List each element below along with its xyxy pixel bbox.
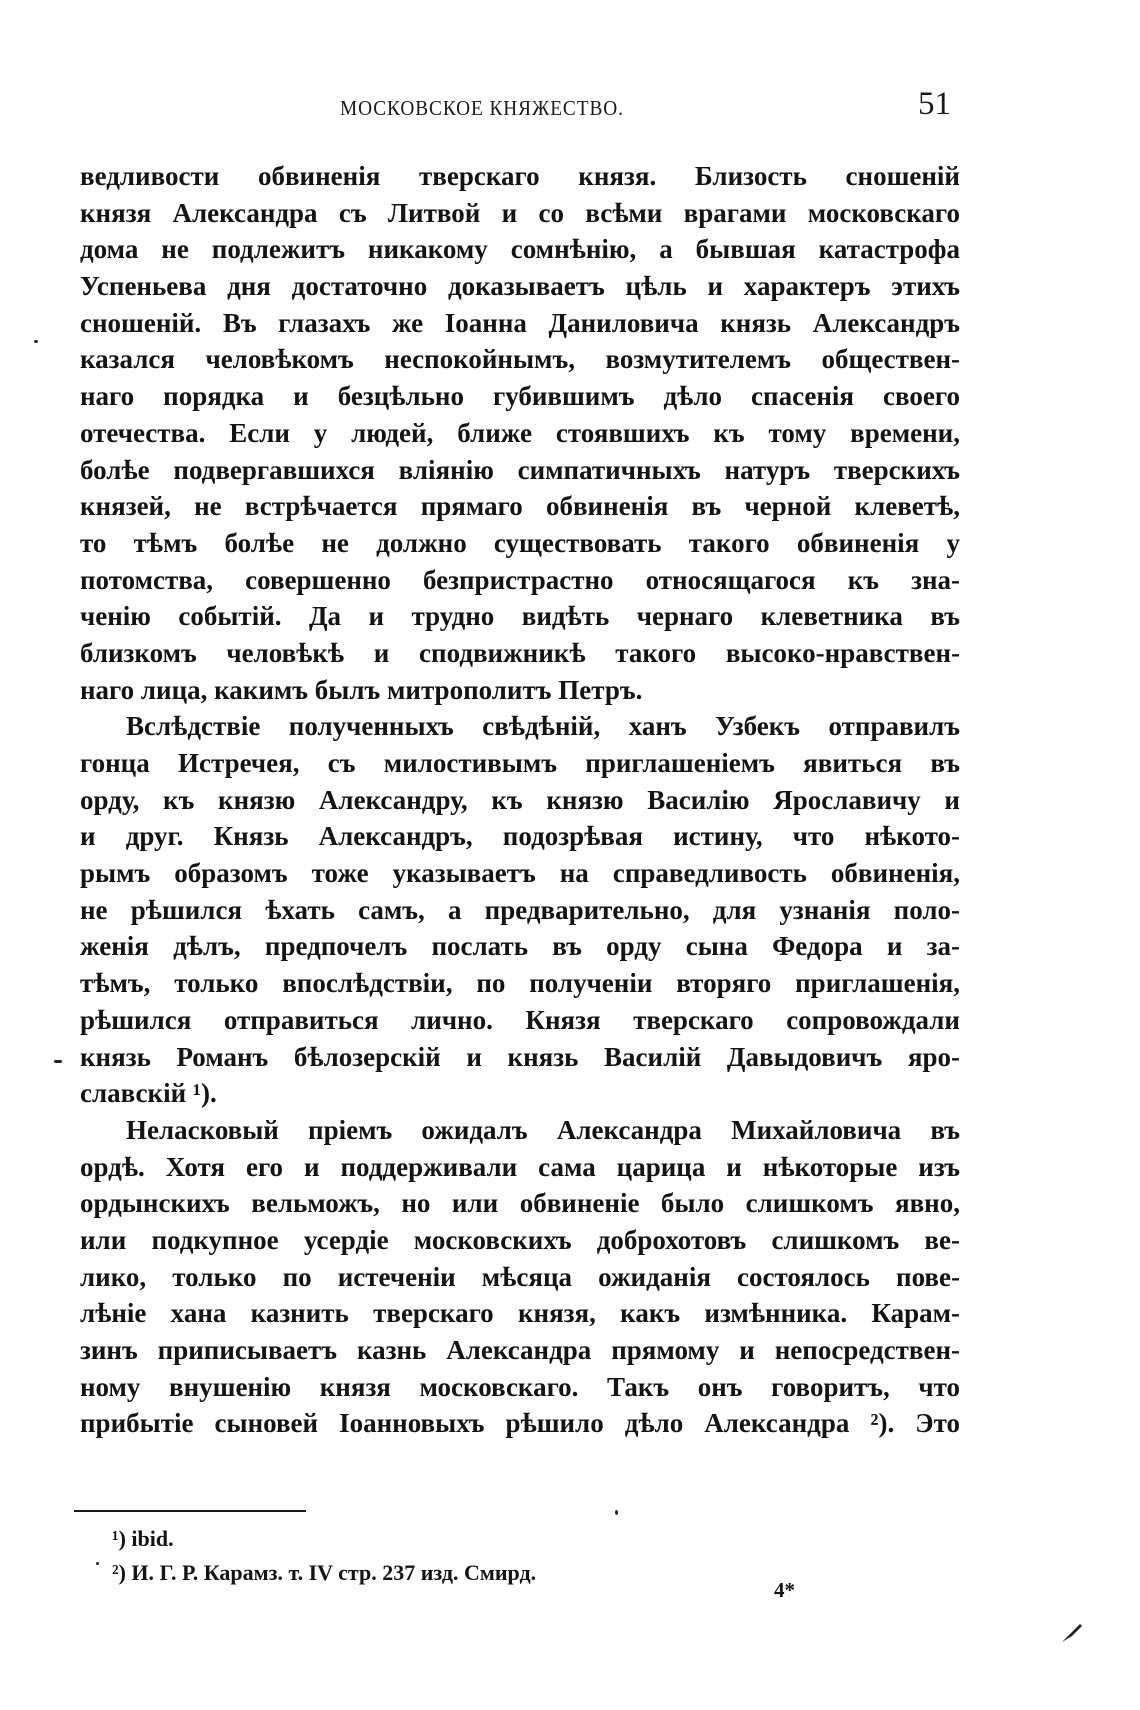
footnote-1: ¹) ibid. bbox=[112, 1526, 174, 1551]
text-line: зинъ приписываетъ казнь Александра прямому и непосредствен- bbox=[80, 1335, 960, 1365]
text-line: орду, къ князю Александру, къ князю Василію Ярославичу и bbox=[80, 784, 960, 815]
printer-signature: 4* bbox=[774, 1578, 795, 1602]
text-line: наго лица, какимъ былъ митрополитъ Петръ. bbox=[80, 674, 643, 705]
text-line: лѣніе хана казнить тверскаго князя, какъ измѣнника. Карам- bbox=[80, 1298, 960, 1329]
page-number: 51 bbox=[918, 86, 951, 122]
text-line: не рѣшился ѣхать самъ, а предварительно, для узнанія поло- bbox=[80, 894, 960, 925]
text-line: славскій ¹). bbox=[80, 1078, 217, 1109]
margin-speck bbox=[34, 340, 38, 343]
text-line: князя Александра съ Литвой и со всѣми врагами московскаго bbox=[80, 197, 960, 228]
pen-mark-icon bbox=[1060, 1620, 1086, 1646]
text-line: ордынскихъ вельможъ, но или обвиненіе было слишкомъ явно, bbox=[80, 1188, 960, 1219]
text-line: дома не подлежитъ никакому сомнѣнію, а бывшая катастрофа bbox=[80, 234, 960, 265]
margin-speck bbox=[96, 1562, 99, 1565]
text-line: князей, не встрѣчается прямаго обвиненія въ черной клеветѣ, bbox=[80, 491, 960, 522]
text-line: казался человѣкомъ неспокойнымъ, возмутителемъ обществен- bbox=[80, 344, 960, 375]
text-line: наго порядка и безцѣльно губившимъ дѣло спасенія своего bbox=[80, 381, 960, 412]
running-title: МОСКОВСКОЕ КНЯЖЕСТВО. bbox=[340, 96, 624, 120]
text-line: то тѣмъ болѣе не должно существовать такого обвиненія у bbox=[80, 527, 960, 558]
text-line: князь Романъ бѣлозерскій и князь Василій Давыдовичъ яро- bbox=[80, 1041, 960, 1072]
body-text bbox=[80, 158, 960, 1442]
text-line: ордѣ. Хотя его и поддерживали сама царица и нѣкоторые изъ bbox=[80, 1151, 960, 1182]
text-line: тѣмъ, только впослѣдствіи, по полученіи вторяго приглашенія, bbox=[80, 968, 960, 999]
text-line: ному внушенію князя московскаго. Такъ онъ говоритъ, что bbox=[80, 1371, 960, 1402]
text-line: и друг. Князь Александръ, подозрѣвая истину, что нѣкото- bbox=[80, 821, 960, 852]
text-line: Вслѣдствіе полученныхъ свѣдѣній, ханъ Узбекъ отправилъ bbox=[126, 711, 960, 742]
text-line: Неласковый пріемъ ожидалъ Александра Михайловича въ bbox=[126, 1114, 960, 1145]
text-line: рѣшился отправиться лично. Князя тверскаго сопровождали bbox=[80, 1004, 960, 1035]
text-line: потомства, совершенно безпристрастно относящагося къ зна- bbox=[80, 564, 960, 595]
margin-speck bbox=[615, 1510, 618, 1515]
text-line: отечества. Если у людей, ближе стоявшихъ къ тому времени, bbox=[80, 417, 960, 448]
footnote-rule bbox=[74, 1510, 306, 1512]
text-line: прибытіе сыновей Іоанновыхъ рѣшило дѣло Александра ²). Это bbox=[80, 1408, 960, 1439]
text-line: близкомъ человѣкѣ и сподвижникѣ такого высоко-нравствен- bbox=[80, 637, 960, 668]
footnotes bbox=[112, 1522, 536, 1590]
text-line: рымъ образомъ тоже указываетъ на справедливость обвиненія, bbox=[80, 858, 960, 889]
text-line: сношеній. Въ глазахъ же Іоанна Даниловича князь Александръ bbox=[80, 307, 960, 338]
text-line: лико, только по истеченіи мѣсяца ожиданія состоялось пове- bbox=[80, 1261, 960, 1292]
text-line: Успеньева дня достаточно доказываетъ цѣль и характеръ этихъ bbox=[80, 271, 960, 302]
text-line: гонца Истречея, съ милостивымъ приглашеніемъ явиться въ bbox=[80, 748, 960, 778]
text-line: женія дѣлъ, предпочелъ послать въ орду сына Федора и за- bbox=[80, 931, 960, 962]
text-line: или подкупное усердіе московскихъ доброхотовъ слишкомъ ве- bbox=[80, 1224, 960, 1255]
text-line: ведливости обвиненія тверскаго князя. Близость сношеній bbox=[80, 161, 960, 191]
footnote-2: ²) И. Г. Р. Карамз. т. IV стр. 237 изд. Смирд. bbox=[112, 1560, 537, 1585]
text-line: болѣе подвергавшихся вліянію симпатичныхъ натуръ тверскихъ bbox=[80, 454, 960, 485]
text-line: ченію событій. Да и трудно видѣть чернаго клеветника въ bbox=[80, 601, 960, 632]
margin-speck bbox=[54, 1060, 62, 1063]
